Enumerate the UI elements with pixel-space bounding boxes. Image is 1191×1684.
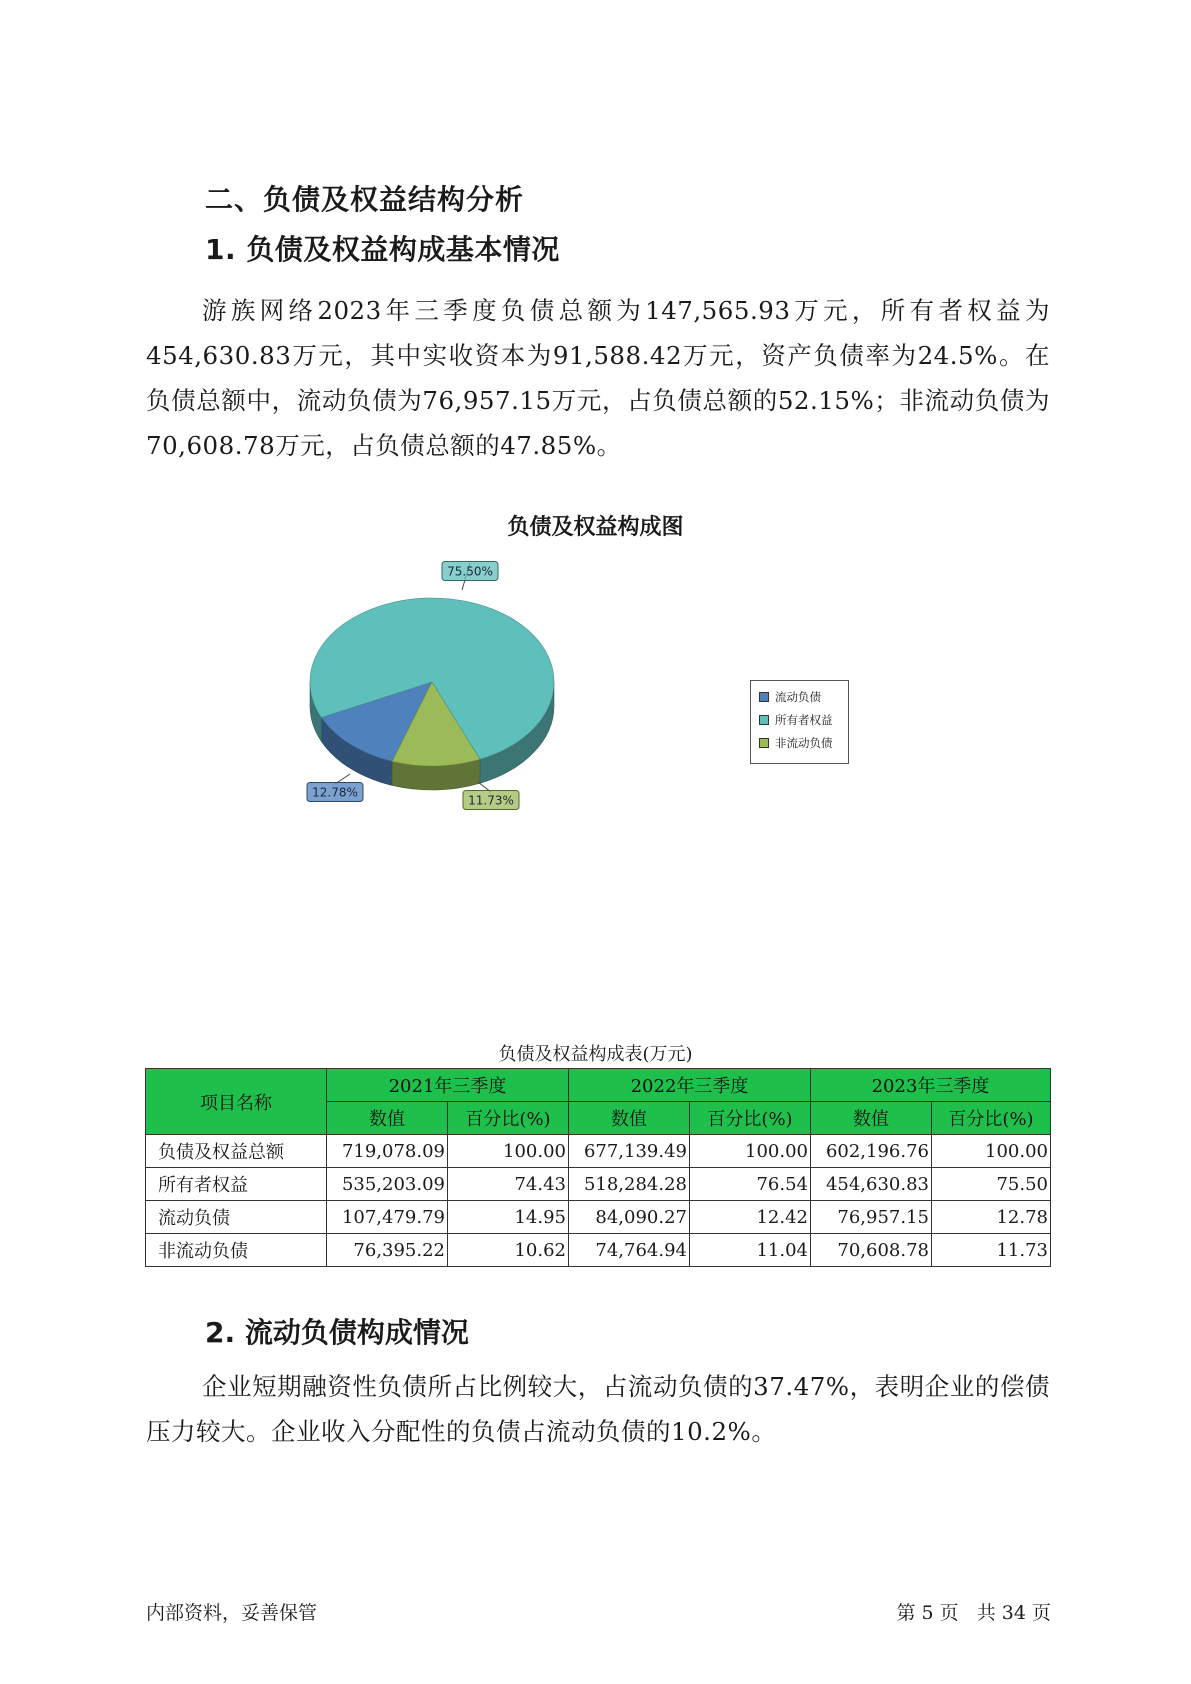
cell: 74.43 xyxy=(448,1168,569,1201)
cell: 677,139.49 xyxy=(569,1135,690,1168)
chart-title: 负债及权益构成图 xyxy=(507,515,684,540)
data-label: 11.73% xyxy=(468,793,514,808)
legend-item-noncurrent-liabilities xyxy=(759,735,833,751)
cell: 10.62 xyxy=(448,1234,569,1267)
table-row xyxy=(146,1201,1051,1234)
legend-item-equity xyxy=(759,712,833,728)
cell: 518,284.28 xyxy=(569,1168,690,1201)
cell: 602,196.76 xyxy=(811,1135,932,1168)
legend-label: 流动负债 xyxy=(775,690,821,704)
header-value: 数值 xyxy=(811,1102,932,1135)
cell: 11.73 xyxy=(932,1234,1051,1267)
header-period: 2021年三季度 xyxy=(327,1069,569,1102)
cell: 76,957.15 xyxy=(811,1201,932,1234)
header-period: 2022年三季度 xyxy=(569,1069,811,1102)
cell: 719,078.09 xyxy=(327,1135,448,1168)
table-row xyxy=(146,1168,1051,1201)
subsection-heading-2: 2. 流动负债构成情况 xyxy=(205,1316,469,1349)
table-row xyxy=(146,1234,1051,1267)
row-name: 负债及权益总额 xyxy=(146,1135,327,1168)
table-row xyxy=(146,1135,1051,1168)
section-heading: 二、负债及权益结构分析 xyxy=(205,183,525,216)
cell: 107,479.79 xyxy=(327,1201,448,1234)
legend-swatch xyxy=(759,738,769,748)
cell: 75.50 xyxy=(932,1168,1051,1201)
header-period: 2023年三季度 xyxy=(811,1069,1051,1102)
cell: 76.54 xyxy=(690,1168,811,1201)
footer-note: 内部资料，妥善保管 xyxy=(146,1602,318,1624)
row-name: 非流动负债 xyxy=(146,1234,327,1267)
cell: 76,395.22 xyxy=(327,1234,448,1267)
header-percent: 百分比(%) xyxy=(448,1102,569,1135)
data-label: 12.78% xyxy=(312,785,358,800)
paragraph-2: 企业短期融资性负债所占比例较大，占流动负债的37.47%，表明企业的偿债压力较大。企业收入分配性的负债占流动负债的10.2%。 xyxy=(146,1372,1050,1446)
cell: 454,630.83 xyxy=(811,1168,932,1201)
table-caption: 负债及权益构成表(万元) xyxy=(498,1044,693,1065)
cell: 14.95 xyxy=(448,1201,569,1234)
cell: 84,090.27 xyxy=(569,1201,690,1234)
legend-swatch xyxy=(759,715,769,725)
chart-legend xyxy=(750,680,849,764)
cell: 12.42 xyxy=(690,1201,811,1234)
row-name: 所有者权益 xyxy=(146,1168,327,1201)
page-number: 第 5 页 共 34 页 xyxy=(896,1602,1051,1624)
cell: 70,608.78 xyxy=(811,1234,932,1267)
legend-label: 非流动负债 xyxy=(775,736,833,750)
cell: 100.00 xyxy=(448,1135,569,1168)
legend-item-current-liabilities xyxy=(759,689,821,705)
legend-label: 所有者权益 xyxy=(775,713,833,727)
subsection-heading-1: 1. 负债及权益构成基本情况 xyxy=(205,233,560,266)
legend-swatch xyxy=(759,692,769,702)
cell: 12.78 xyxy=(932,1201,1051,1234)
liability-equity-table xyxy=(145,1068,1051,1267)
paragraph-1: 游族网络2023年三季度负债总额为147,565.93万元，所有者权益为454,630.83万元，其中实收资本为91,588.42万元，资产负债率为24.5%。在负债总额中，流动负债为76,957.15万元，占负债总额的52.15%；非流动负债为70,608.78万元，占负债总额的47.85%。 xyxy=(146,296,1050,460)
row-name: 流动负债 xyxy=(146,1201,327,1234)
cell: 100.00 xyxy=(690,1135,811,1168)
cell: 535,203.09 xyxy=(327,1168,448,1201)
cell: 11.04 xyxy=(690,1234,811,1267)
header-percent: 百分比(%) xyxy=(690,1102,811,1135)
data-label: 75.50% xyxy=(447,564,493,579)
header-value: 数值 xyxy=(569,1102,690,1135)
header-value: 数值 xyxy=(327,1102,448,1135)
header-percent: 百分比(%) xyxy=(932,1102,1051,1135)
cell: 74,764.94 xyxy=(569,1234,690,1267)
cell: 100.00 xyxy=(932,1135,1051,1168)
header-item-name: 项目名称 xyxy=(146,1069,327,1135)
